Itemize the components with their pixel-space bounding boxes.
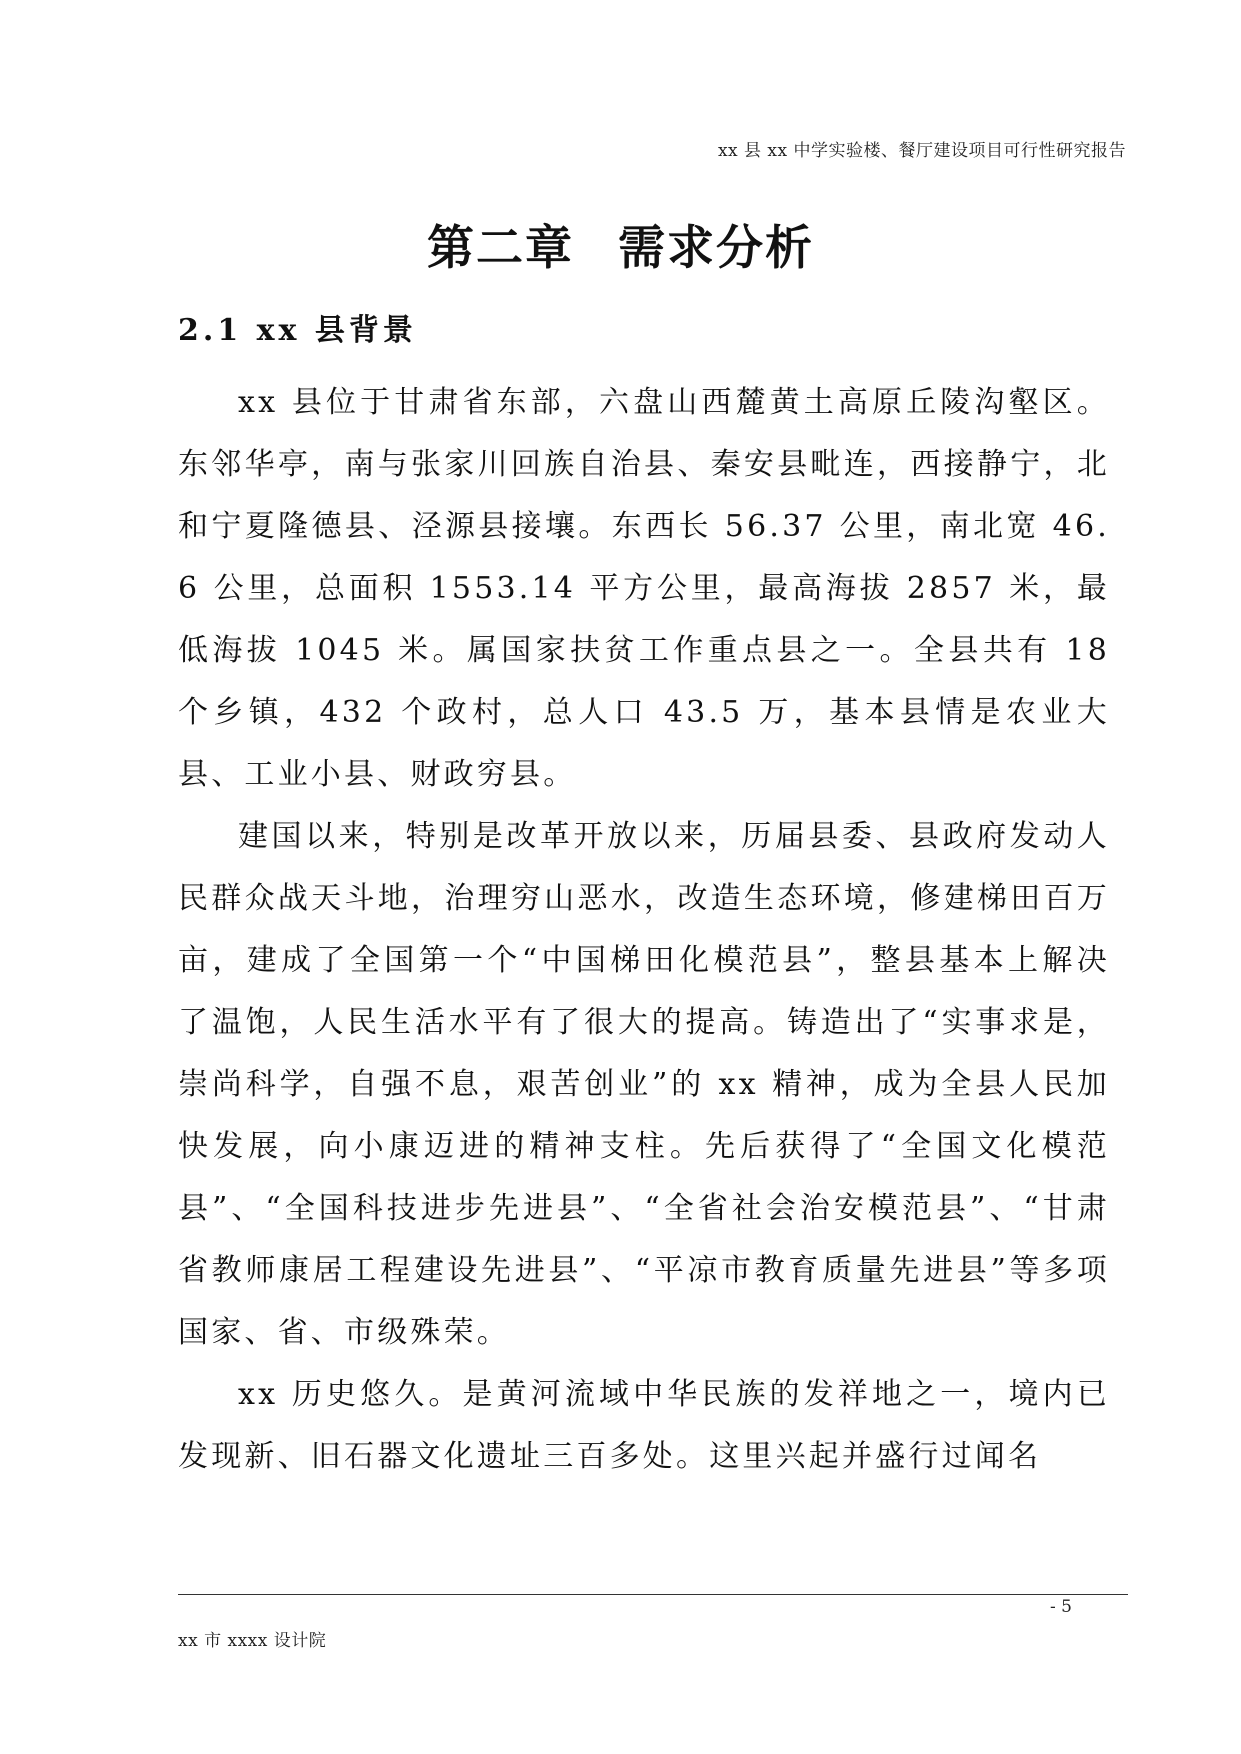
footer-organization: xx 市 xxxx 设计院 [178, 1631, 327, 1651]
chapter-name: 需求分析 [618, 221, 814, 277]
chapter-title [0, 211, 1241, 278]
paragraph-history: xx 历史悠久。是黄河流域中华民族的发祥地之一，境内已发现新、旧石器文化遗址三百多处。这里兴起并盛行过闻名 [178, 1377, 1110, 1474]
paragraph-development: 建国以来，特别是改革开放以来，历届县委、县政府发动人民群众战天斗地，治理穷山恶水，改造生态环境，修建梯田百万亩，建成了全国第一个“中国梯田化模范县”，整县基本上解决了温饱，人民生活水平有了很大的提高。铸造出了“实事求是，崇尚科学，自强不息，艰苦创业”的 xx 精神，成为全县人民加快发展，向小康迈进的精神支柱。先后获得了“全国文化模范县”、“全国科技进步先进县”、“全省社会治安模范县”、“甘肃省教师康居工程建设先进县”、“平凉市教育质量先进县”等多项国家、省、市级殊荣。 [178, 819, 1110, 1350]
chapter-number: 第二章 [427, 221, 574, 277]
paragraph-location: xx 县位于甘肃省东部，六盘山西麓黄土高原丘陵沟壑区。东邻华亭，南与张家川回族自治县、秦安县毗连，西接静宁，北和宁夏隆德县、泾源县接壤。东西长 56.37 公里，南北宽 46.6 公里，总面积 1553.14 平方公里，最高海拔 2857 米，最低海拔 1045 米。属国家扶贫工作重点县之一。全县共有 18 个乡镇，432 个政村，总人口 43.5 万，基本县情是农业大县、工业小县、财政穷县。 [178, 385, 1110, 792]
body-text [178, 311, 1110, 1488]
footer-divider [178, 1594, 1128, 1595]
section-heading: 2.1 xx 县背景 [178, 313, 417, 348]
running-header: xx 县 xx 中学实验楼、餐厅建设项目可行性研究报告 [717, 141, 1126, 161]
page-number: - 5 [1050, 1597, 1072, 1617]
